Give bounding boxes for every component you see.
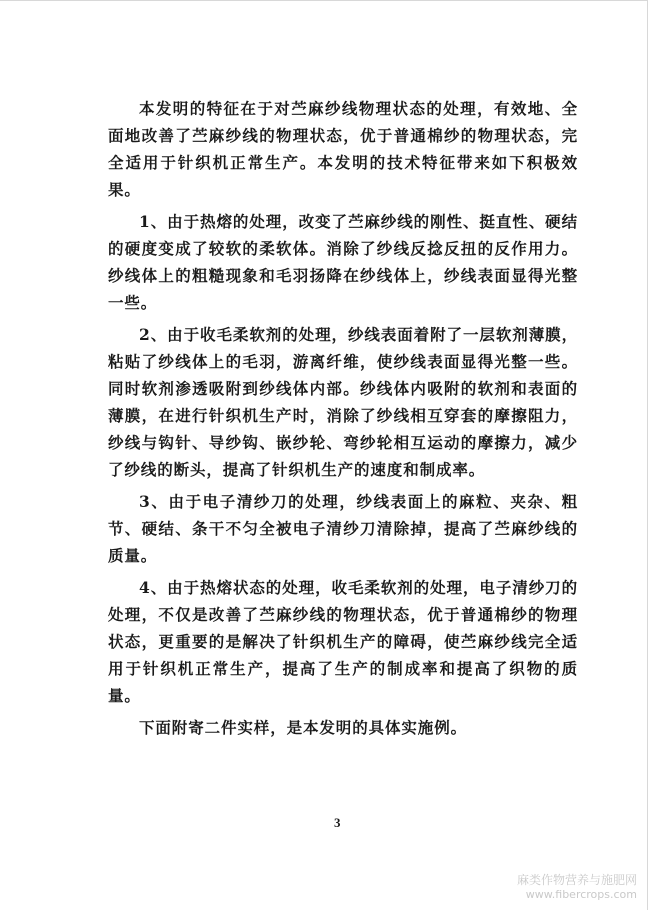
intro-paragraph: 本发明的特征在于对苎麻纱线物理状态的处理，有效地、全面地改善了苎麻纱线的物理状态，优于普通棉纱的物理状态，完全适用于针织机正常生产。本发明的技术特征带来如下积极效果。 xyxy=(108,99,578,199)
effect-paragraph-1: 1、由于热熔的处理，改变了苎麻纱线的刚性、挺直性、硬结的硬度变成了较软的柔软体。消除了纱线反捻反扭的反作用力。纱线体上的粗糙现象和毛羽扬降在纱线体上，纱线表面显得光整一些。 xyxy=(108,212,578,312)
watermark-url: www.fibercrops.com xyxy=(525,888,637,901)
watermark-site-name: 麻类作物营养与施肥网 xyxy=(516,873,637,887)
effect-paragraph-3: 3、由于电子清纱刀的处理，纱线表面上的麻粒、夹杂、粗节、硬结、条干不匀全被电子清纱刀清除掉，提高了苎麻纱线的质量。 xyxy=(108,492,578,565)
effect-paragraph-2: 2、由于收毛柔软剂的处理，纱线表面着附了一层软剂薄膜，粘贴了纱线体上的毛羽，游离纤维，使纱线表面显得光整一些。同时软剂渗透吸附到纱线体内部。纱线体内吸附的软剂和表面的薄膜，在进行针织机生产时，消除了纱线相互穿套的摩擦阻力，纱线与钩针、导纱钩、嵌纱轮、弯纱轮相互运动的摩擦力，减少了纱线的断头，提高了针织机生产的速度和制成率。 xyxy=(108,325,578,479)
closing-paragraph: 下面附寄二件实样，是本发明的具体实施例。 xyxy=(139,718,468,737)
page-number: 3 xyxy=(334,815,341,830)
document-body xyxy=(108,95,578,746)
effect-paragraph-4: 4、由于热熔状态的处理，收毛柔软剂的处理，电子清纱刀的处理，不仅是改善了苎麻纱线的物理状态，优于普通棉纱的物理状态，更重要的是解决了针织机生产的障碍，使苎麻纱线完全适用于针织机正常生产，提高了生产的制成率和提高了织物的质量。 xyxy=(108,578,578,705)
watermark xyxy=(517,873,637,902)
